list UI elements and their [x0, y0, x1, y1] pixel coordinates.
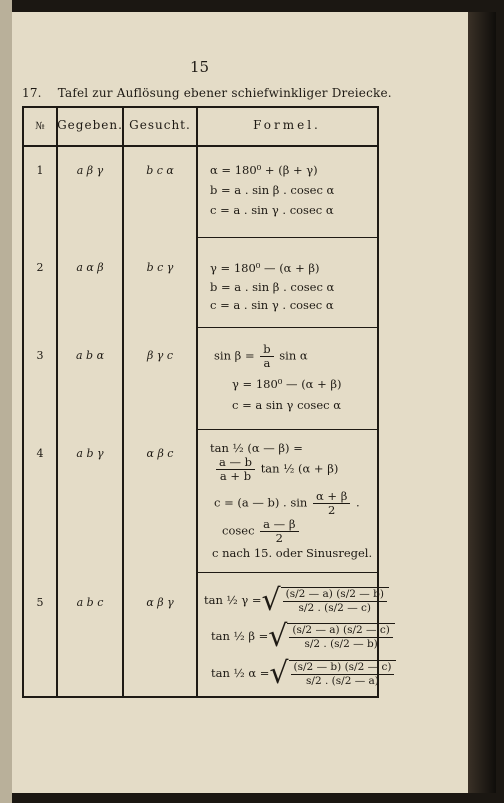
formula-line: γ = 180⁰ — (α + β): [210, 261, 320, 275]
sought-cell: β γ c: [146, 349, 174, 362]
formula-line: c = a sin γ cosec α: [232, 398, 342, 412]
formula-line: tan ½ γ =√ $\frac{(s/2 — a) (s/2 — b)}{s/2 . (s/2 — c)}$: [204, 586, 389, 616]
sought-cell: α β γ: [146, 596, 174, 609]
row-number: 4: [36, 447, 44, 460]
header-number: №: [35, 121, 45, 132]
table-title: Tafel zur Auflösung ebener schiefwinkliger Dreiecke.: [57, 86, 392, 100]
formula-line: c nach 15. oder Sinusregel.: [212, 546, 373, 560]
formula-line: c = (a — b) . sin $\frac{\alpha + \beta}{2}$ .: [214, 489, 360, 517]
sought-cell: b c γ: [146, 261, 174, 274]
formula-line: γ = 180⁰ — (α + β): [232, 377, 342, 391]
page-number: 15: [190, 58, 210, 76]
header-sought: Gesucht.: [129, 118, 191, 132]
given-cell: a β γ: [76, 164, 104, 177]
formula-line: c = a . sin γ . cosec α: [210, 203, 334, 217]
radical: √ $\frac{(s/2 — a) (s/2 — b)}{s/2 . (s/2 — c)}$: [262, 586, 389, 616]
formula-line: c = a . sin γ . cosec α: [210, 298, 334, 312]
formula-line: cosec $\frac{a — \beta}{2}$: [222, 518, 301, 545]
given-cell: a α β: [76, 261, 104, 274]
radical: √ $\frac{(s/2 — a) (s/2 — c)}{s/2 . (s/2 — b)}$: [268, 622, 395, 652]
row-number: 5: [36, 596, 44, 609]
sought-cell: b c α: [146, 164, 174, 177]
left-page-edge: [0, 0, 12, 803]
header-formula: Formel.: [253, 118, 321, 132]
formula-line: b = a . sin β . cosec α: [210, 183, 335, 197]
given-cell: a b α: [75, 349, 105, 362]
formula-line: sin β = $\frac{b}{a}$ sin α: [214, 342, 308, 370]
row-number: 1: [36, 164, 44, 177]
formula-line: tan ½ α =√ $\frac{(s/2 — b) (s/2 — c)}{s/2 . (s/2 — a)}$: [211, 659, 396, 689]
row-number: 2: [36, 261, 44, 274]
formula-line: α = 180⁰ + (β + γ): [210, 163, 318, 177]
formula-line: b = a . sin β . cosec α: [210, 280, 335, 294]
table-number: 17.: [22, 86, 42, 100]
given-cell: a b γ: [76, 447, 104, 460]
header-given: Gegeben.: [57, 118, 123, 132]
table-caption: [22, 86, 392, 100]
sought-cell: α β c: [146, 447, 174, 460]
formula-line: $\frac{a — b}{a + b}$ tan ½ (α + β): [214, 456, 338, 483]
given-cell: a b c: [76, 596, 104, 609]
formula-line: tan ½ (α — β) =: [210, 441, 303, 455]
row-number: 3: [36, 349, 44, 362]
formula-line: tan ½ β =√ $\frac{(s/2 — a) (s/2 — c)}{s/2 . (s/2 — b)}$: [211, 622, 395, 652]
book-spine-shadow: [468, 12, 496, 793]
radical: √ $\frac{(s/2 — b) (s/2 — c)}{s/2 . (s/2 — a)}$: [269, 659, 396, 689]
